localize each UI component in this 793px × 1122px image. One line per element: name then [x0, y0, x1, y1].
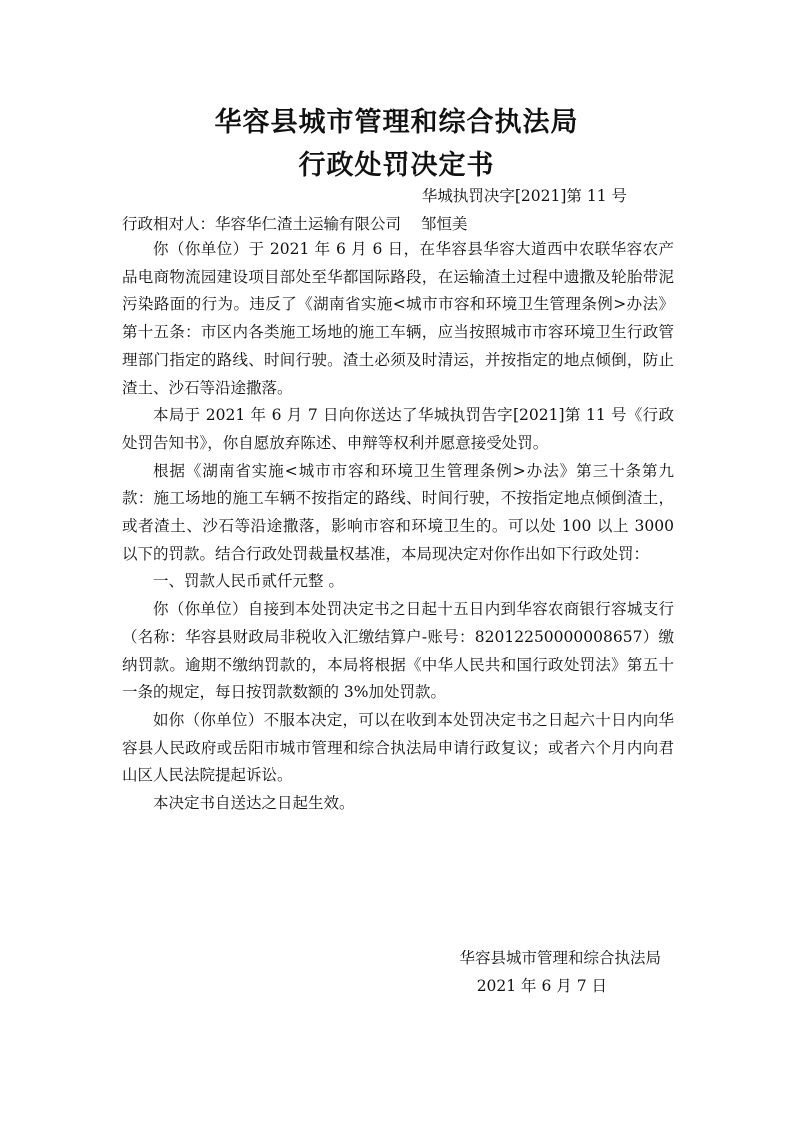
document-subtitle: 行政处罚决定书: [298, 150, 495, 181]
paragraph-payment: 你（你单位）自接到本处罚决定书之日起十五日内到华容农商银行容城支行（名称：华容县财政局非税收入汇缴结算户-账号：82012250000008657）缴纳罚款。逾期不缴纳罚款的，本局将根据《中华人民共和国行政处罚法》第五十一条的规定，每日按罚款数额的 3%加处罚款。: [122, 600, 674, 702]
respondent-line: [122, 212, 468, 234]
paragraph-violation: 你（你单位）于 2021 年 6 月 6 日，在华容县华容大道西中农联华容农产品电商物流园建设项目部处至华都国际路段，在运输渣土过程中遗撒及轮胎带泥污染路面的行为。违反了《湖南省实施<城市市容和环境卫生管理条例>办法》第十五条：市区内各类施工场地的施工车辆，应当按照城市市容环境卫生行政管理部门指定的路线、时间行驶。渣土必须及时清运，并按指定的地点倾倒，防止渣土、沙石等沿途撒落。: [122, 240, 674, 397]
respondent-person: 邹恒美: [421, 215, 468, 233]
signature-date: 2021 年 6 月 7 日: [476, 977, 607, 995]
respondent-label: 行政相对人：: [122, 215, 216, 233]
paragraph-effective: 本决定书自送达之日起生效。: [153, 794, 355, 813]
paragraph-appeal: 如你（你单位）不服本决定，可以在收到本处罚决定书之日起六十日内向华容县人民政府或岳阳市城市管理和综合执法局申请行政复议；或者六个月内向君山区人民法院提起诉讼。: [122, 710, 674, 785]
document-body: [122, 236, 674, 818]
paragraph-notice: 本局于 2021 年 6 月 7 日向你送达了华城执罚告字[2021]第 11 号《行政处罚告知书》，你自愿放弃陈述、申辩等权利并愿意接受处罚。: [122, 406, 674, 452]
signature-org: 华容县城市管理和综合执法局: [459, 949, 661, 967]
paragraph-penalty: 一、罚款人民币贰仟元整 。: [153, 572, 344, 591]
paragraph-legal-basis: 根据《湖南省实施<城市市容和环境卫生管理条例>办法》第三十条第九款：施工场地的施工车辆不按指定的路线、时间行驶，不按指定地点倾倒渣土，或者渣土、沙石等沿途撒落，影响市容和环境卫生的。可以处 100 以上 3000 以下的罚款。结合行政处罚裁量权基准，本局现决定对你作出如下行政处罚：: [122, 461, 674, 563]
respondent-company: 华容华仁渣土运输有限公司: [215, 215, 402, 233]
document-number: 华城执罚决字[2021]第 11 号: [421, 187, 627, 205]
document-title: 华容县城市管理和综合执法局: [214, 107, 579, 138]
